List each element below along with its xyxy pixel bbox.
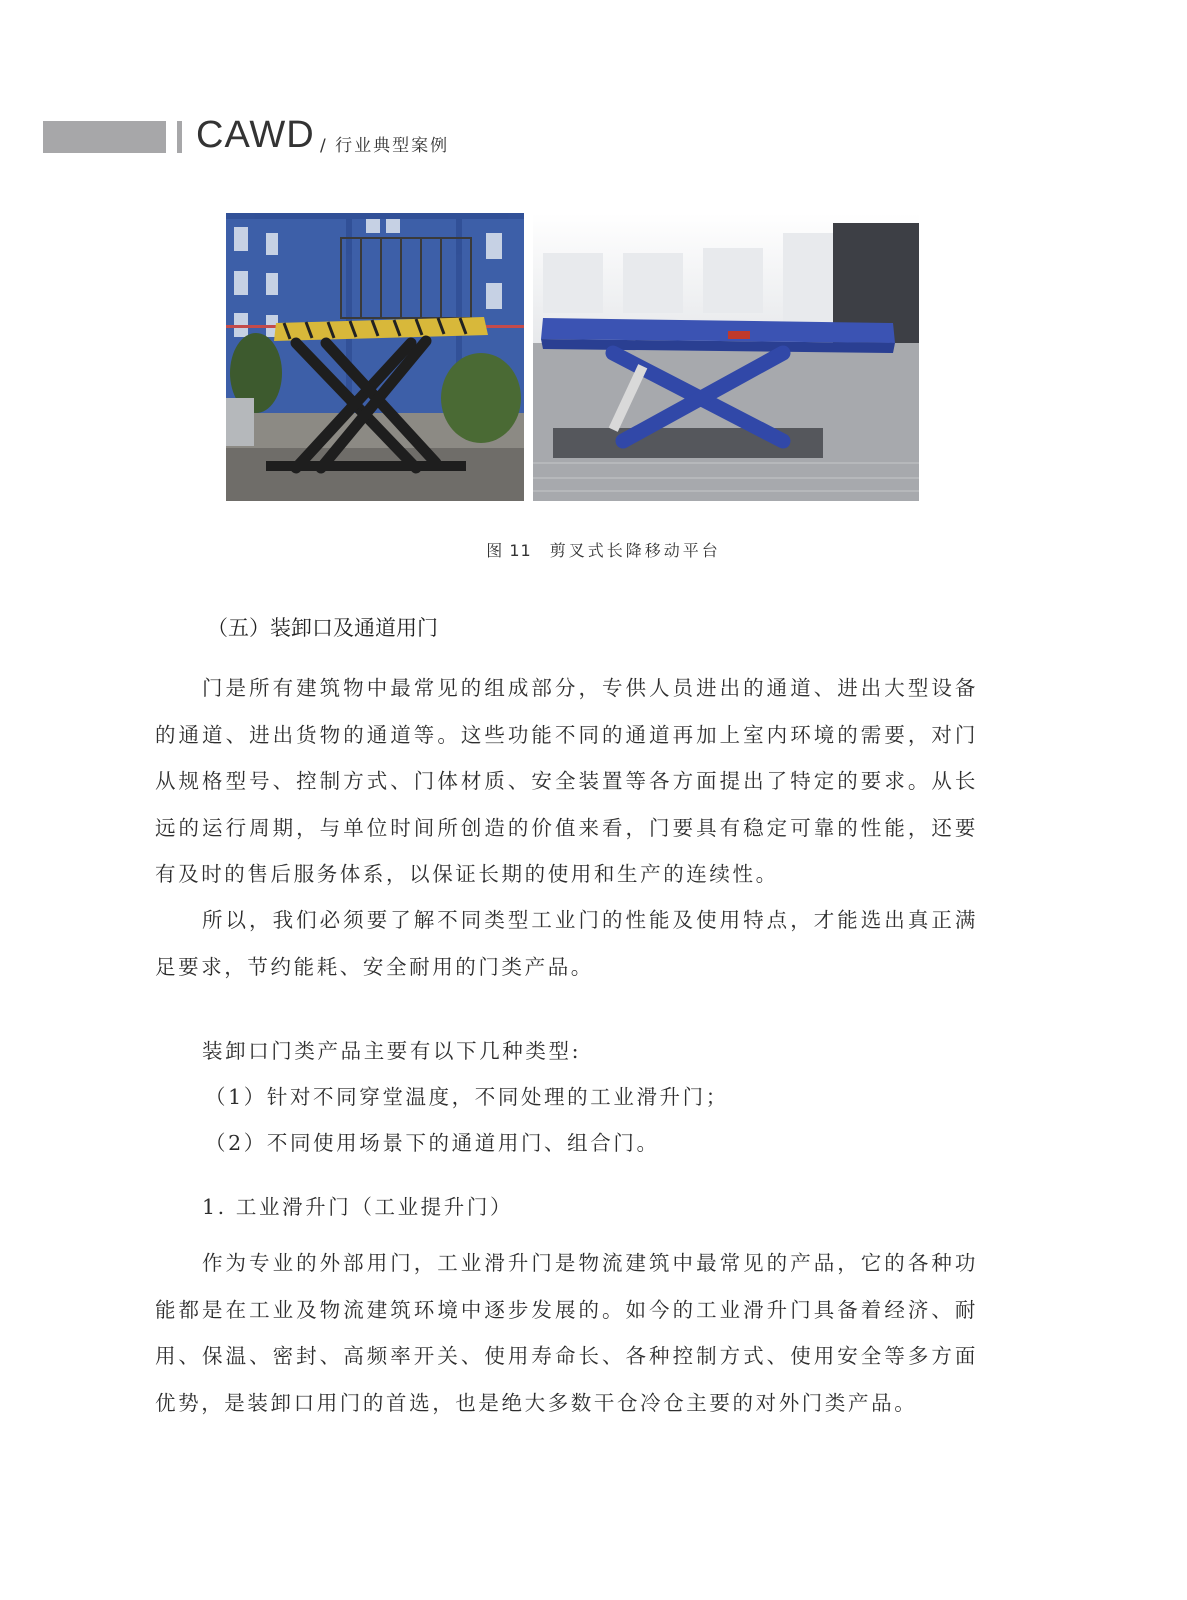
brand-logo-text: CAWD bbox=[196, 114, 315, 156]
section-heading: （五）装卸口及通道用门 bbox=[207, 616, 438, 640]
list-intro: 装卸口门类产品主要有以下几种类型: bbox=[202, 1039, 582, 1063]
header-divider bbox=[177, 121, 182, 153]
figure-caption-text: 剪叉式长降移动平台 bbox=[549, 541, 721, 560]
paragraph-2: 所以，我们必须要了解不同类型工业门的性能及使用特点，才能选出真正满足要求，节约能耗、安全耐用的门类产品。 bbox=[155, 908, 978, 979]
list-item-1: （1）针对不同穿堂温度，不同处理的工业滑升门； bbox=[205, 1085, 729, 1109]
list-item-2: （2）不同使用场景下的通道用门、组合门。 bbox=[205, 1131, 660, 1155]
scissor-lift-photo-left bbox=[226, 213, 524, 501]
figure-number: 图 11 bbox=[486, 541, 532, 560]
header-gray-bar bbox=[43, 121, 166, 153]
figure-caption bbox=[0, 538, 1187, 561]
section-name: / 行业典型案例 bbox=[320, 136, 450, 156]
paragraph-3: 作为专业的外部用门，工业滑升门是物流建筑中最常见的产品，它的各种功能都是在工业及物流建筑环境中逐步发展的。如今的工业滑升门具备着经济、耐用、保温、密封、高频率开关、使用寿命长、各种控制方式、使用安全等多方面优势，是装卸口用门的首选，也是绝大多数干仓冷仓主要的对外门类产品。 bbox=[155, 1251, 978, 1415]
paragraph-1: 门是所有建筑物中最常见的组成部分，专供人员进出的通道、进出大型设备的通道、进出货物的通道等。这些功能不同的通道再加上室内环境的需要，对门从规格型号、控制方式、门体材质、安全装置等各方面提出了特定的要求。从长远的运行周期，与单位时间所创造的价值来看，门要具有稳定可靠的性能，还要有及时的售后服务体系，以保证长期的使用和生产的连续性。 bbox=[155, 676, 978, 886]
scissor-lift-photo-right bbox=[533, 213, 919, 501]
subsection-heading: 1. 工业滑升门（工业提升门） bbox=[202, 1195, 514, 1219]
